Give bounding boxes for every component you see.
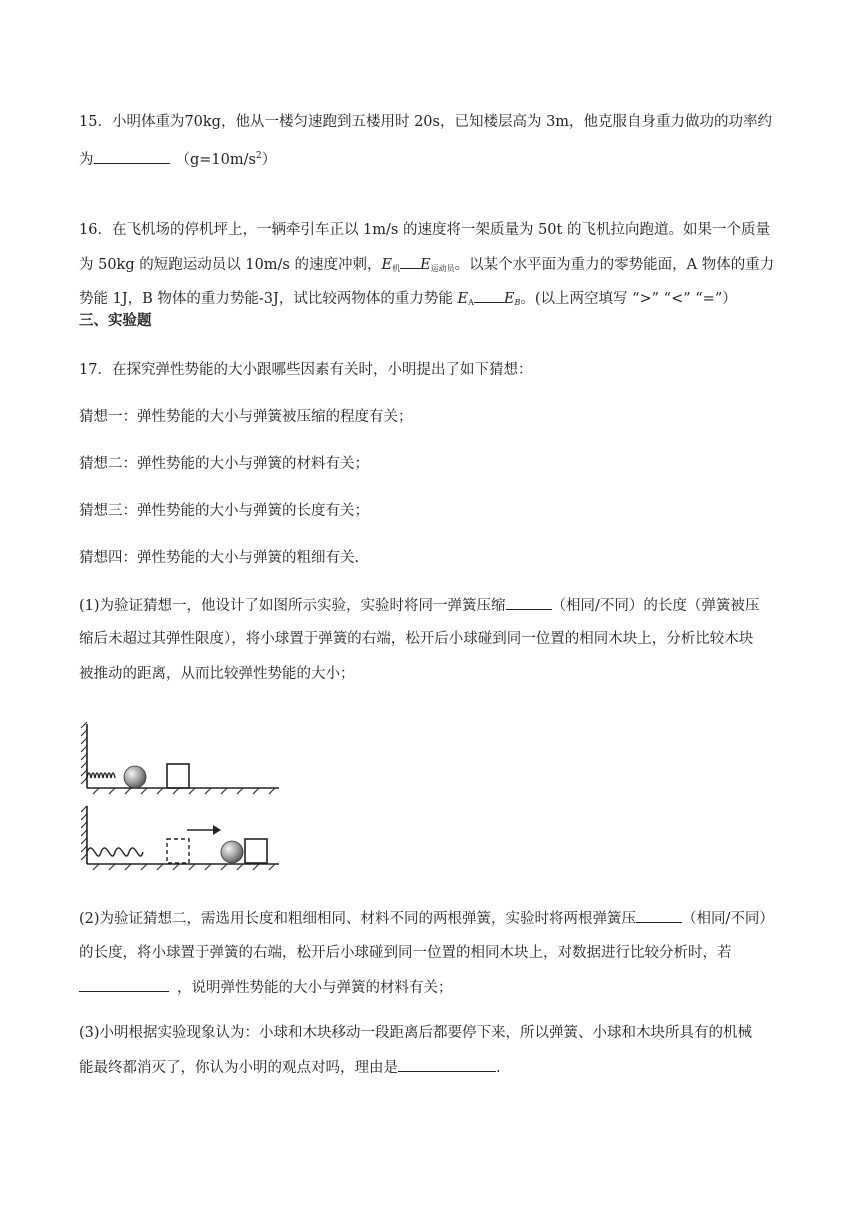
q15-line2 — [79, 146, 276, 170]
q16-line3 — [79, 288, 737, 313]
q16-sub-yundongyuan: 运动员 — [430, 264, 455, 273]
q17-guess-4: 猜想四：弹性势能的大小与弹簧的粗细有关. — [79, 550, 360, 566]
q17-intro: 17．在探究弹性势能的大小跟哪些因素有关时，小明提出了如下猜想： — [79, 362, 533, 378]
q17-guess-2: 猜想二：弹性势能的大小与弹簧的材料有关； — [79, 456, 369, 472]
q16-answer-blank-2[interactable] — [474, 288, 504, 303]
ball-compressed — [124, 766, 146, 788]
q16-line3-a: 势能 1J，B 物体的重力势能-3J，试比较两物体的重力势能 — [79, 291, 458, 307]
q16-sub-A: A — [468, 298, 474, 307]
q17-part1-line3: 被推动的距离，从而比较弹性势能的大小； — [79, 666, 355, 682]
q16-answer-blank-1[interactable] — [400, 254, 420, 269]
q17-part1-text-b: （相同/不同）的长度（弹簧被压 — [551, 598, 760, 614]
q17-part2-line2: 的长度，将小球置于弹簧的右端，松开后小球碰到同一位置的相同木块上，对数据进行比较分析时，若 — [79, 945, 732, 961]
q15-sup: 2 — [255, 151, 262, 161]
q16-EB: E — [503, 291, 515, 307]
q16-E-yundongyuan: E — [420, 257, 431, 273]
q16-E-ji: E — [381, 257, 393, 273]
q17-part3-text-b: . — [496, 1060, 501, 1076]
q16-line2 — [79, 254, 774, 279]
q17-part2-line3 — [79, 977, 453, 998]
spring-experiment-figure — [79, 712, 289, 882]
q17-part1-line1 — [79, 595, 759, 616]
section-title: 三、实验题 — [79, 313, 152, 329]
q17-guess-3: 猜想三：弹性势能的大小与弹簧的长度有关； — [79, 503, 369, 519]
q16-line2-b: 。以某个水平面为重力的零势能面，A 物体的重力 — [454, 257, 775, 273]
q16-sub-B: B — [514, 298, 521, 307]
q17-part1-line2: 缩后未超过其弹性限度），将小球置于弹簧的右端，松开后小球碰到同一位置的相同木块上，分析比较木块 — [79, 631, 754, 647]
q17-part2-text-c: ，说明弹性势能的大小与弹簧的材料有关； — [177, 980, 453, 996]
q16-line3-b: 。(以上两空填写 “>” “<” “=”） — [520, 291, 737, 307]
q15-prefix: 为 — [79, 151, 94, 168]
q15-line1: 15．小明体重为70kg，他从一楼匀速跑到五楼用时 20s，已知楼层高为 3m，他克服自身重力做功的功率约 — [79, 114, 773, 130]
q17-part2-text-a: (2)为验证猜想二，需选用长度和粗细相同、材料不同的两根弹簧，实验时将两根弹簧压 — [79, 911, 637, 927]
q17-part3-text-a: 能最终都消灭了，你认为小明的观点对吗，理由是 — [79, 1060, 398, 1076]
q17-part1-text-a: (1)为验证猜想一，他设计了如图所示实验，实验时将同一弹簧压缩 — [79, 598, 506, 614]
q16-EA: E — [457, 291, 469, 307]
q16-sub-ji: 机 — [392, 264, 401, 273]
q17-part3-line2 — [79, 1057, 501, 1078]
ball-released — [221, 841, 243, 863]
q17-part3-line1: (3)小明根据实验现象认为：小球和木块移动一段距离后都要停下来，所以弹簧、小球和木块所具有的机械 — [79, 1025, 753, 1041]
q17-part2-blank-2[interactable] — [79, 977, 169, 992]
q17-part1-blank[interactable] — [506, 595, 552, 610]
q17-part2-line1 — [79, 908, 774, 929]
q17-guess-1: 猜想一：弹性势能的大小与弹簧被压缩的程度有关； — [79, 409, 413, 425]
q17-part2-text-b: （相同/不同） — [682, 911, 774, 927]
q16-line1: 16．在飞机场的停机坪上，一辆牵引车正以 1m/s 的速度将一架质量为 50t 的飞机拉向跑道。如果一个质量 — [79, 222, 770, 238]
q17-part3-blank[interactable] — [398, 1057, 496, 1072]
q15-answer-blank[interactable] — [94, 149, 170, 164]
q15-suffix: （g=10m/s — [175, 151, 256, 168]
q15-end: ） — [261, 151, 277, 168]
q17-part2-blank-1[interactable] — [636, 908, 682, 923]
q16-line2-a: 为 50kg 的短跑运动员以 10m/s 的速度冲刺， — [79, 257, 382, 273]
